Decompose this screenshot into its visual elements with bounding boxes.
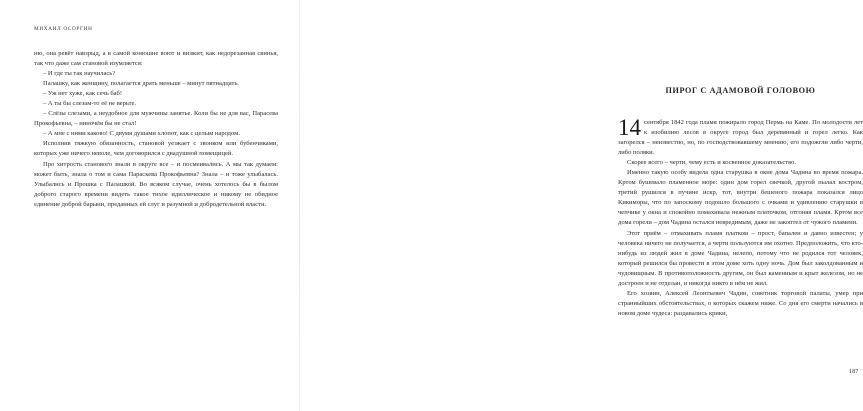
left-text-block — [34, 49, 278, 210]
paragraph: – А ты бы слезам-то её не верьте. — [43, 100, 137, 108]
paragraph: – Уж нет хуже, как сечь баб! — [43, 90, 123, 98]
paragraph: – И где ты так научилась? — [43, 70, 116, 78]
chapter-title: ПИРОГ С АДАМОВОЙ ГОЛОВОЮ — [665, 86, 816, 95]
left-page — [0, 0, 300, 411]
page-number: 187 — [849, 368, 859, 375]
drop-number: 14 — [618, 115, 641, 140]
paragraph: Его хозяин, Алексей Леонтьевич Чадин, советник торговой палаты, умер при странныйших обстоятельствах, о которых скажем ниже. Со дня его смерти начались в новом доме чудеса: раздавались крики, — [618, 289, 863, 317]
paragraph: – А мне с ними каково! С двумя душами хлопот, как с целым народом. — [43, 130, 240, 138]
paragraph: Исполнив тяжкую обязанность, становой уезжает с звонком или бубенчиками, которых уже ничего неволе, чем договорился с двадушной помещицей. — [34, 140, 278, 158]
paragraph: – Слёзы слезами, а неудобное для мужчины занятье. Коли бы не для вас, Парасева Прокофьевна, – ниночём бы не стал! — [34, 110, 278, 128]
paragraph: Этот приём – отмахивать пламя платком – прост, бапален и давно известен; у человека ничего не получается, а черти пользуются им охотно. Предположить, что кто-нибудь из людей жил в доме Чадина, нелепо, потому что не родился тот человек, который решился бы провести в этом доме хоть одну ночь. Дом был заколдованным и чудовищным. В противоположность другим, он был каменным и крыт железом, но не достроен и не отделан, и никогда никто в нём не жил. — [618, 229, 863, 287]
paragraph: Палашку, как женщину, полагается драть меньше – минут пятнадцать. — [43, 80, 239, 88]
right-page — [300, 0, 863, 411]
paragraph: Скорее всего – черти, чему есть и косвенное доказательство. — [627, 159, 797, 167]
paragraph: Именно такую особу видела одна старушка в окне дома Чадина во время пожара. Кртом бушевало пламенное море: один дом горел свечкой, другой пылал костром, третий рушился в пучине искр, тот, внутри бешеного пожара показался лицо Кикиморы, что по запоскому подошло большого с очками и удивлению старушки в чепчике у окна и спокойно помахивала нежным платочком, отгоняя пламя. Кртом все дома горели – дом Чадина остался невредимым, даже не закоптел от чужого пламени. — [618, 169, 863, 227]
opening-text: сентября 1842 года пламя пожирало город Пермь на Каме. По молодости лет к изобилию лесов в округе город был деревянный и горел легко. Как загорелся – неизвестно, но, по господствовавшему мнению, его подожгли либо черти, либо поляки. — [618, 119, 863, 157]
right-text-block — [618, 115, 863, 319]
paragraph: ню, она ревёт навзрыд, а в самой конюшне воют и визжит, как недорезанная свинья, так что даже сам становой изумляется: — [34, 50, 278, 68]
running-head: МИХАИЛ ОСОРГИН — [34, 26, 93, 32]
opening-paragraph — [618, 115, 863, 158]
paragraph: Про хитрость станового знали в округе все – и посмеивались. А мы так думаем: может быть, знала о том и сама Параскева Прокофьевна? Знала – и тоже улыбалась. Улыбались и Прошка с Палашкой. Во всяком случае, очень хотелось бы в былом доброго старого времени видеть такое тихое идиллическое и никому не обидное единение доброй барыни, преданных ей слуг и разумной и добродетельной власти. — [34, 160, 278, 208]
